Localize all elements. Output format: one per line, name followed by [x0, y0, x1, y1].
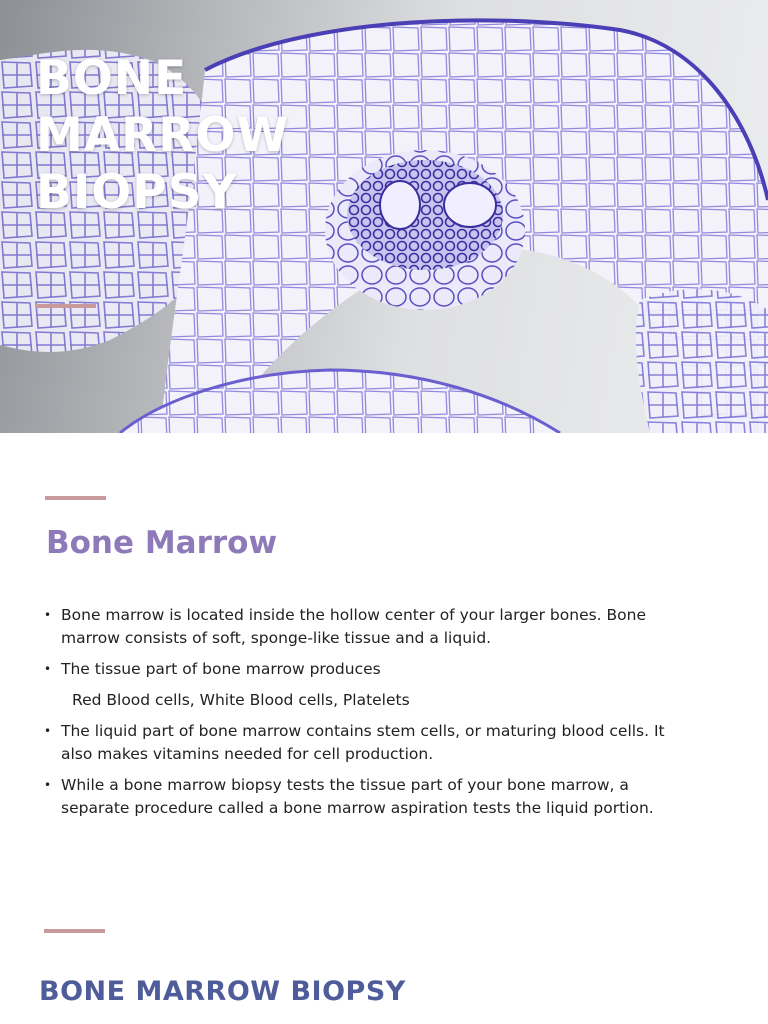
section1-heading: Bone Marrow	[46, 525, 278, 561]
bullet-text: Bone marrow is located inside the hollow center of your larger bones. Bone marrow consists of soft, sponge-like tissue and a liquid.	[61, 606, 647, 647]
hero-title-line-2: MARROW	[36, 108, 290, 163]
bullet-subitem	[44, 689, 694, 712]
bullet-dot-icon: •	[44, 778, 52, 792]
bullet-dot-icon: •	[44, 724, 52, 738]
bullet-item	[44, 774, 694, 820]
bullet-text: While a bone marrow biopsy tests the tissue part of your bone marrow, a separate procedure called a bone marrow aspiration tests the liquid portion.	[61, 776, 654, 817]
section2-accent-bar	[44, 929, 105, 933]
bullet-item	[44, 658, 694, 681]
hero-accent-bar	[35, 304, 96, 308]
section1-bullet-list	[44, 604, 694, 828]
bullet-dot-icon: •	[44, 608, 52, 622]
hero-title	[36, 50, 336, 221]
bullet-item	[44, 604, 694, 650]
bullet-dot-icon: •	[44, 662, 52, 676]
bullet-item	[44, 720, 694, 766]
bullet-subtext: Red Blood cells, White Blood cells, Platelets	[72, 691, 410, 709]
hero-banner	[0, 0, 768, 433]
hero-title-line-1: BONE	[36, 51, 188, 106]
hero-title-line-3: BIOPSY	[36, 165, 238, 220]
section2-heading: BONE MARROW BIOPSY	[39, 976, 406, 1007]
section1-accent-bar	[45, 496, 106, 500]
bullet-text: The tissue part of bone marrow produces	[61, 660, 381, 678]
bullet-text: The liquid part of bone marrow contains stem cells, or maturing blood cells. It also makes vitamins needed for cell production.	[61, 722, 665, 763]
